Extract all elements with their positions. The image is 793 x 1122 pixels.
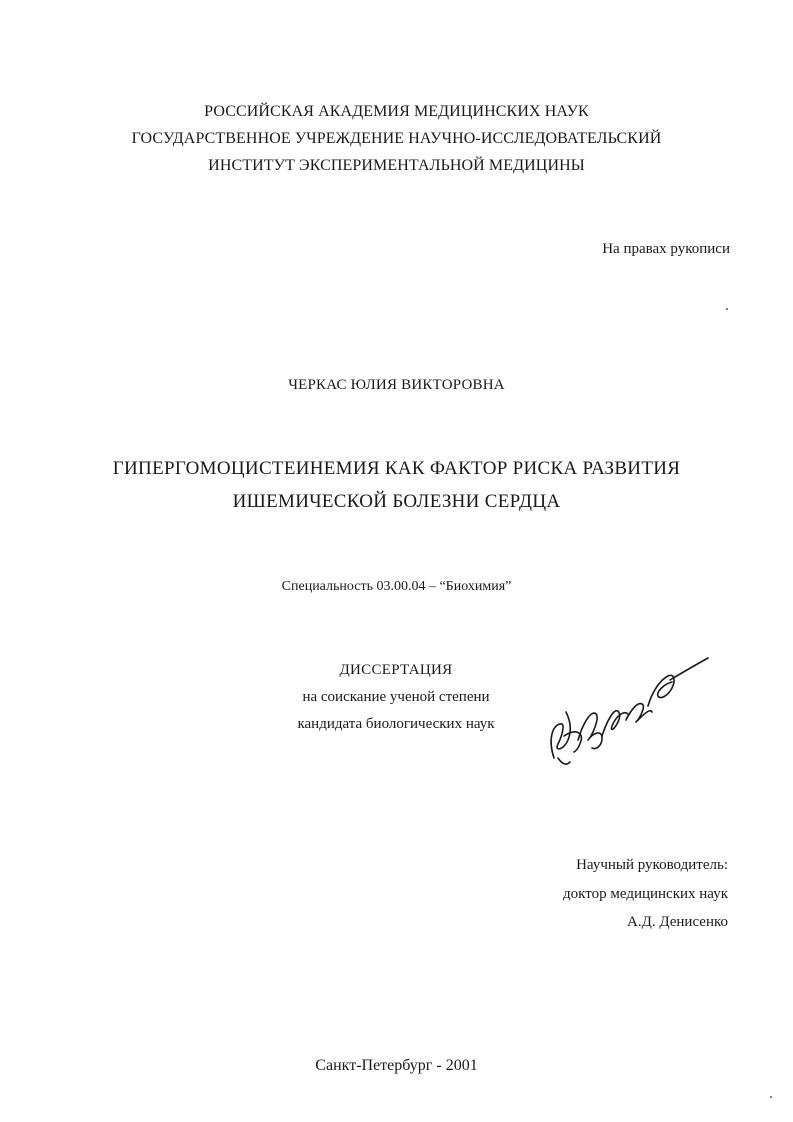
institution-line-3: ИНСТИТУТ ЭКСПЕРИМЕНТАЛЬНОЙ МЕДИЦИНЫ (208, 157, 585, 174)
supervisor-degree: доктор медицинских наук (563, 886, 728, 902)
institution-line-2: ГОСУДАРСТВЕННОЕ УЧРЕЖДЕНИЕ НАУЧНО-ИССЛЕДОВАТЕЛЬСКИЙ (131, 130, 662, 147)
city-year: Санкт-Петербург - 2001 (315, 1057, 478, 1074)
dissertation-degree-line-2: кандидата биологических наук (297, 716, 495, 732)
manuscript-note: На правах рукописи (602, 241, 730, 257)
scan-speck (726, 308, 728, 310)
dissertation-degree-line-1: на соискание ученой степени (302, 689, 490, 705)
specialty-line: Специальность 03.00.04 – “Биохимия” (281, 579, 512, 594)
dissertation-heading: ДИССЕРТАЦИЯ (339, 662, 453, 678)
thesis-title-line-2: ИШЕМИЧЕСКОЙ БОЛЕЗНИ СЕРДЦА (232, 491, 561, 512)
author-name: ЧЕРКАС ЮЛИЯ ВИКТОРОВНА (288, 377, 505, 393)
signature-icon (540, 640, 720, 780)
supervisor-name: А.Д. Денисенко (627, 914, 728, 930)
thesis-title-line-1: ГИПЕРГОМОЦИСТЕИНЕМИЯ КАК ФАКТОР РИСКА РАЗВИТИЯ (112, 458, 681, 479)
institution-line-1: РОССИЙСКАЯ АКАДЕМИЯ МЕДИЦИНСКИХ НАУК (204, 103, 589, 120)
supervisor-label: Научный руководитель: (576, 857, 728, 873)
scan-speck (770, 1096, 772, 1098)
